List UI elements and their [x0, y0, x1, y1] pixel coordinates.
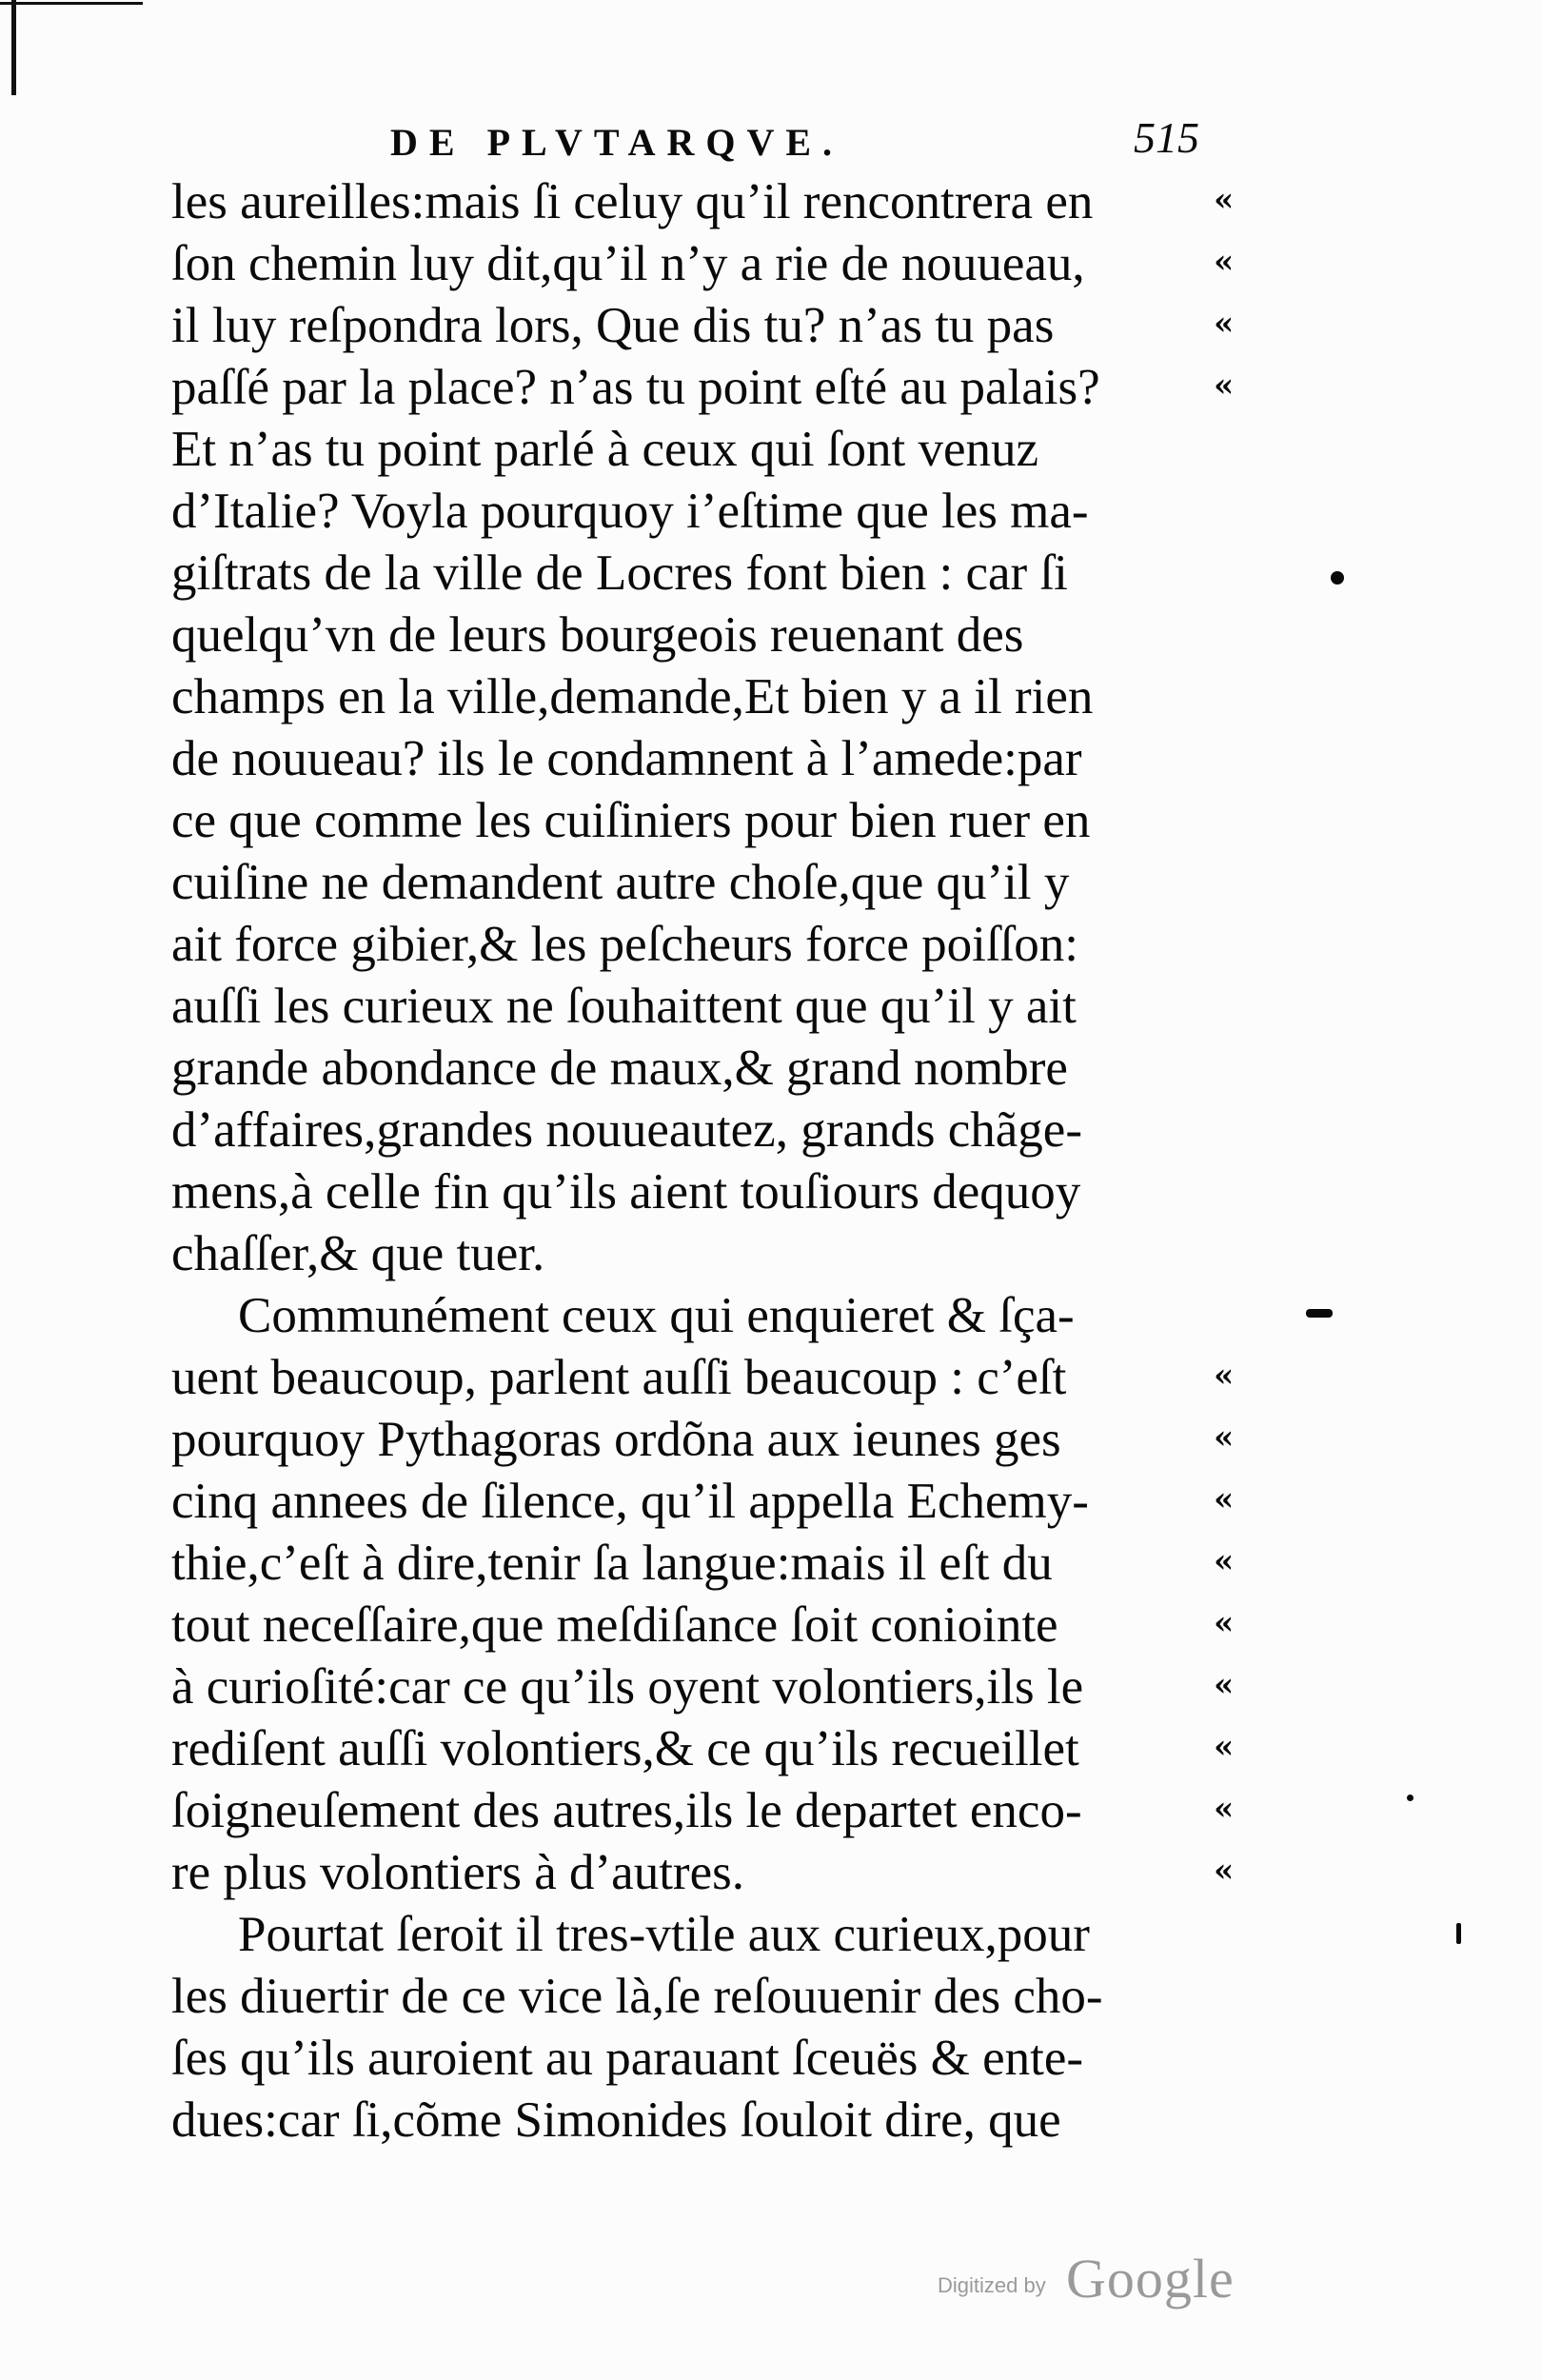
margin-ink-mark [1306, 1309, 1333, 1318]
text-line [171, 1285, 1218, 1347]
text-line-content: cuiſine ne demandent autre choſe,que qu’il y [171, 855, 1070, 910]
text-line [171, 2090, 1218, 2152]
quotation-mark: « [1214, 1728, 1235, 1766]
quotation-mark: « [1214, 243, 1235, 281]
text-line-content: Pourtat ſeroit il tres-vtile aux curieux,pour [238, 1907, 1090, 1962]
text-line-content: ait force gibier,& les peſcheurs force poiſſon: [171, 917, 1078, 972]
margin-ink-mark [1407, 1795, 1414, 1801]
google-logo: Google [1066, 2248, 1235, 2310]
text-line [171, 728, 1218, 790]
text-line-content: grande abondance de maux,& grand nombre [171, 1041, 1068, 1096]
quotation-mark: « [1214, 1604, 1235, 1642]
text-line [171, 1595, 1235, 1656]
text-line [171, 1347, 1235, 1409]
text-line [171, 1533, 1235, 1595]
text-line [171, 976, 1218, 1038]
text-line [171, 481, 1218, 543]
text-line-content: champs en la ville,demande,Et bien y a il rien [171, 669, 1094, 724]
text-line [171, 233, 1235, 295]
text-line-content: ſon chemin luy dit,qu’il n’y a rie de nouueau, [171, 236, 1085, 291]
text-line-content: uent beaucoup, parlent auſſi beaucoup : c’eſt [171, 1350, 1067, 1405]
text-line [171, 852, 1218, 914]
text-line [171, 543, 1218, 605]
text-line [171, 790, 1218, 852]
text-line-content: pourquoy Pythagoras ordõna aux ieunes ges [171, 1412, 1061, 1467]
text-line [171, 1842, 1235, 1904]
text-line [171, 1471, 1235, 1533]
running-head: DE PLVTARQVE. [390, 121, 844, 164]
page-header [171, 107, 1199, 173]
text-line-content: paſſé par la place? n’as tu point eſté au palais? [171, 360, 1100, 415]
text-line-content: Communément ceux qui enquieret & ſça- [238, 1288, 1075, 1343]
page-frame-corner [0, 0, 143, 105]
frame-line-vertical [11, 0, 16, 95]
text-line [171, 605, 1218, 666]
page-number: 515 [1134, 113, 1199, 162]
text-line-content: thie,c’eſt à dire,tenir ſa langue:mais il eſt du [171, 1536, 1053, 1591]
text-line [171, 1223, 1218, 1285]
text-line-content: auſſi les curieux ne ſouhaittent que qu’il y ait [171, 979, 1077, 1034]
text-line-content: quelqu’vn de leurs bourgeois reuenant des [171, 607, 1024, 663]
text-line [171, 1780, 1235, 1842]
text-line-content: chaſſer,& que tuer. [171, 1226, 545, 1281]
text-line [171, 357, 1235, 419]
margin-ink-mark [1456, 1923, 1461, 1944]
text-line-content: il luy reſpondra lors, Que dis tu? n’as tu pas [171, 298, 1055, 353]
frame-line-horizontal [0, 2, 143, 5]
text-line-content: ſes qu’ils auroient au parauant ſceuës & ente- [171, 2031, 1084, 2086]
text-line [171, 1161, 1218, 1223]
quotation-mark: « [1214, 367, 1235, 405]
text-line-content: les diuertir de ce vice là,ſe reſouuenir des cho- [171, 1969, 1103, 2024]
text-line-content: tout neceſſaire,que meſdiſance ſoit conioin​te [171, 1597, 1058, 1653]
text-line-content: Et n’as tu point parlé à ceux qui ſont venuz [171, 422, 1039, 477]
text-line-content: giſtrats de la ville de Locres font bien : car ſi [171, 545, 1068, 601]
text-line-content: ſoigneuſement des autres,ils le departet enco- [171, 1783, 1082, 1838]
text-line [171, 419, 1218, 481]
text-line-content: mens,à celle fin qu’ils aient touſiours dequoy [171, 1164, 1081, 1220]
body-text [171, 171, 1235, 2152]
text-line-content: d’Italie? Voyla pourquoy i’eſtime que les ma- [171, 484, 1089, 539]
quotation-mark: « [1214, 1480, 1235, 1518]
quotation-mark: « [1214, 305, 1235, 343]
text-line-content: rediſent auſſi volontiers,& ce qu’ils recueillet [171, 1721, 1079, 1776]
text-line [171, 1718, 1235, 1780]
text-line-content: d’affaires,grandes nouueautez, grands chãge- [171, 1102, 1082, 1158]
text-line [171, 1038, 1218, 1100]
digitized-by-label: Digitized by [938, 2273, 1046, 2297]
text-line [171, 295, 1235, 357]
text-line-content: de nouueau? ils le condamnent à l’amede:par [171, 731, 1082, 786]
quotation-mark: « [1214, 1418, 1235, 1457]
quotation-mark: « [1214, 1666, 1235, 1704]
margin-ink-mark [1331, 571, 1344, 585]
digitized-watermark [938, 2247, 1261, 2313]
text-line-content: à curioſité:car ce qu’ils oyent volontiers,ils le [171, 1659, 1084, 1715]
text-line [171, 666, 1218, 728]
text-line-content: ce que comme les cuiſiniers pour bien ruer en [171, 793, 1091, 848]
text-line [171, 1100, 1218, 1161]
quotation-mark: « [1214, 1852, 1235, 1890]
text-line [171, 1656, 1235, 1718]
text-line-content: dues:car ſi,cõme Simonides ſouloit dire, que [171, 2092, 1061, 2148]
text-line [171, 914, 1218, 976]
text-line-content: les aureilles:mais ſi celuy qu’il rencontrera en [171, 174, 1094, 229]
quotation-mark: « [1214, 1790, 1235, 1828]
text-line [171, 171, 1235, 233]
text-line-content: re plus volontiers à d’autres. [171, 1845, 744, 1900]
text-line-content: cinq annees de ſilence, qu’il appella Echemy- [171, 1474, 1089, 1529]
text-line [171, 1966, 1218, 2028]
text-line [171, 2028, 1218, 2090]
text-line [171, 1904, 1218, 1966]
text-line [171, 1409, 1235, 1471]
quotation-mark: « [1214, 1357, 1235, 1395]
quotation-mark: « [1214, 181, 1235, 219]
quotation-mark: « [1214, 1542, 1235, 1580]
